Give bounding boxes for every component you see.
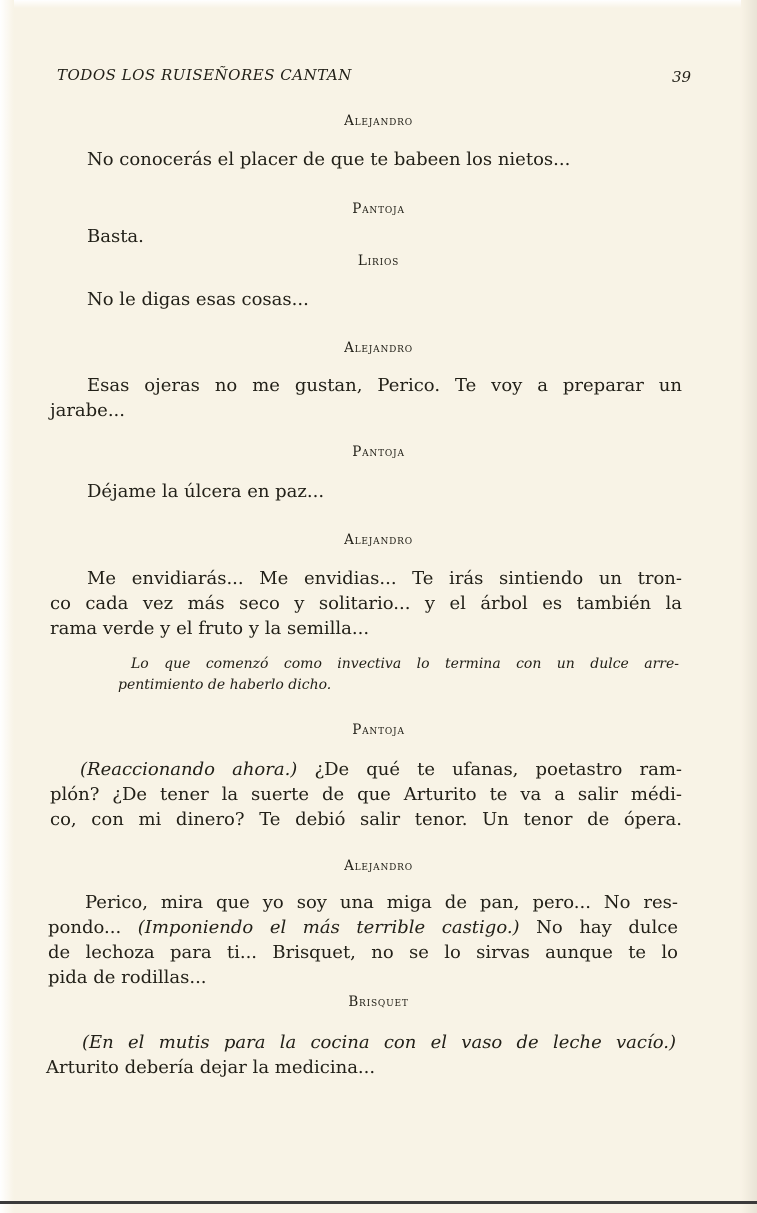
speech-line: Déjame la úlcera en paz... xyxy=(87,481,325,502)
speaker-name: Alejandro xyxy=(344,532,413,548)
speech-paragraph xyxy=(50,757,682,832)
speech-line: co, con mi dinero? Te debió salir tenor. Un tenor de ópera. xyxy=(50,809,682,830)
speech-line: plón? ¿De tener la suerte de que Arturito te va a salir médi- xyxy=(50,784,682,805)
page-number: 39 xyxy=(672,68,692,86)
speech-line: No conocerás el placer de que te babeen los nietos... xyxy=(87,149,571,170)
speech-line: Esas ojeras no me gustan, Perico. Te voy a preparar un xyxy=(87,375,682,396)
speech-line: co cada vez más seco y solitario... y el árbol es también la xyxy=(50,593,682,614)
speech-line xyxy=(50,757,682,782)
speaker-name: Alejandro xyxy=(344,340,413,356)
speech-text: No hay dulce xyxy=(519,917,678,938)
speech-paragraph xyxy=(46,1030,676,1080)
speech-line: jarabe... xyxy=(50,400,125,421)
page-edge-right xyxy=(741,0,757,1213)
speaker-name: Lirios xyxy=(357,253,400,269)
speech-text: ¿De qué te ufanas, poetastro ram- xyxy=(297,759,682,780)
running-title: TODOS LOS RUISEÑORES CANTAN xyxy=(57,66,352,84)
speech-line: rama verde y el fruto y la semilla... xyxy=(50,618,370,639)
speech-line: Me envidiarás... Me envidias... Te irás sintiendo un tron- xyxy=(87,568,682,589)
speech-line: pida de rodillas... xyxy=(48,967,207,988)
speech-line xyxy=(48,915,678,940)
speech-paragraph xyxy=(48,890,678,990)
speaker-name: Brisquet xyxy=(348,994,409,1010)
speech-line: de lechoza para ti... Brisquet, no se lo sirvas aunque te lo xyxy=(48,942,678,963)
note-line: Lo que comenzó como invectiva lo termina con un dulce arre- xyxy=(131,656,679,672)
bottom-rule xyxy=(0,1201,757,1204)
speech-line: Arturito debería dejar la medicina... xyxy=(46,1057,376,1078)
speech-line: Basta. xyxy=(87,226,144,247)
speaker-name: Alejandro xyxy=(344,858,413,874)
speaker-name: Pantoja xyxy=(352,722,405,738)
speech-paragraph xyxy=(50,566,682,641)
speech-text: pondo... xyxy=(48,917,138,938)
stage-direction: (Reaccionando ahora.) xyxy=(80,759,298,780)
speaker-name: Pantoja xyxy=(352,444,405,460)
stage-note xyxy=(118,654,679,696)
page-edge-top xyxy=(0,0,757,8)
speech-line: No le digas esas cosas... xyxy=(87,289,309,310)
stage-direction: (En el mutis para la cocina con el vaso de leche vacío.) xyxy=(82,1032,676,1053)
speaker-name: Alejandro xyxy=(344,113,413,129)
speaker-name: Pantoja xyxy=(352,201,405,217)
stage-direction: (Imponiendo el más terrible castigo.) xyxy=(137,917,520,938)
speech-line: Perico, mira que yo soy una miga de pan, pero... No res- xyxy=(85,892,678,913)
page-edge-left xyxy=(0,0,14,1213)
speech-paragraph xyxy=(50,373,682,423)
note-line: pentimiento de haberlo dicho. xyxy=(118,677,332,693)
